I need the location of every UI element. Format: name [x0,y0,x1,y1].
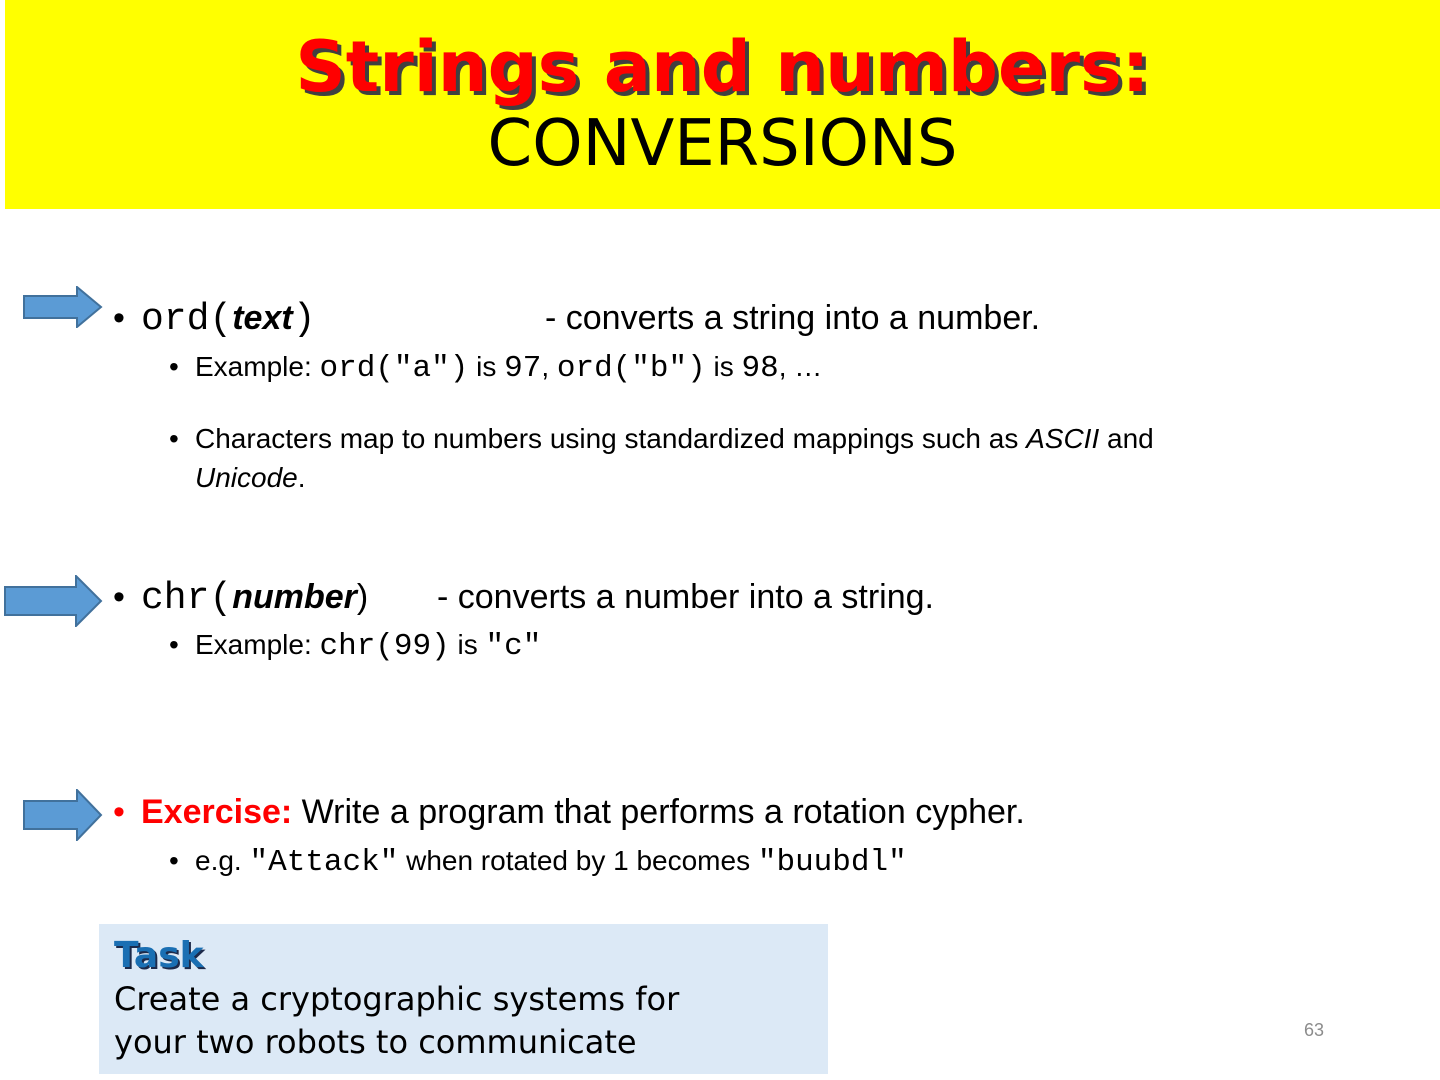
ascii-term: ASCII [1026,423,1100,454]
arrow-right-icon [23,789,103,841]
code-chr-99: chr(99) [319,629,450,664]
arrow-right-icon [4,575,103,627]
eg-prefix: e.g. [195,845,250,876]
slide-subtitle: CONVERSIONS [487,107,958,181]
bullet-chr [113,575,369,621]
code-buubdl: "buubdl" [757,845,907,880]
value-98: 98 [741,351,779,386]
mapping-note-line2 [195,459,306,497]
title-banner [5,0,1440,209]
arg-number: number [232,578,357,616]
bullet-dot: • [169,845,179,876]
ord-description: - converts a string into a number. [545,299,1041,337]
bullet-dot: • [113,578,125,616]
ellipsis: , … [778,351,823,382]
code-ord: ord( [141,298,233,341]
code-close: ) [292,298,316,341]
slide-title: Strings and numbers: [295,26,1150,108]
exercise-example [169,842,907,882]
bullet-exercise [113,790,1025,834]
exercise-label: Exercise: [141,793,293,831]
separator: , [541,351,557,382]
value-c: "c" [485,629,542,664]
arrow-right-icon [23,286,103,328]
bullet-dot: • [169,629,179,660]
period: . [297,462,306,493]
page-number: 63 [1304,1020,1325,1040]
example-label: Example: [195,351,320,382]
is-text: is [705,351,742,382]
mapping-and: and [1099,423,1154,454]
example-label: Example: [195,629,320,660]
exercise-text: Write a program that performs a rotation cypher. [292,793,1025,831]
rotation-text: when rotated by 1 becomes [398,845,758,876]
code-ord-a: ord("a") [319,351,469,386]
task-title: Task [114,935,204,976]
value-97: 97 [504,351,542,386]
code-chr: chr( [141,577,233,620]
unicode-term: Unicode [195,462,298,493]
bullet-dot: • [113,793,125,831]
task-box [99,924,828,1074]
bullet-ord [113,296,316,342]
code-attack: "Attack" [249,845,399,880]
bullet-dot: • [169,423,179,454]
task-line-1: Create a cryptographic systems for [114,980,680,1018]
is-text: is [449,629,486,660]
ord-example [169,348,823,388]
arg-text: text [232,299,293,337]
bullet-dot: • [113,299,125,337]
is-text: is [468,351,505,382]
task-line-2: your two robots to communicate [114,1023,637,1061]
code-ord-b: ord("b") [556,351,706,386]
chr-description: - converts a number into a string. [437,578,935,616]
bullet-dot: • [169,351,179,382]
mapping-text: Characters map to numbers using standardized mappings such as [195,423,1027,454]
code-close: ) [356,578,369,616]
chr-example [169,626,542,666]
mapping-note [169,420,1154,458]
